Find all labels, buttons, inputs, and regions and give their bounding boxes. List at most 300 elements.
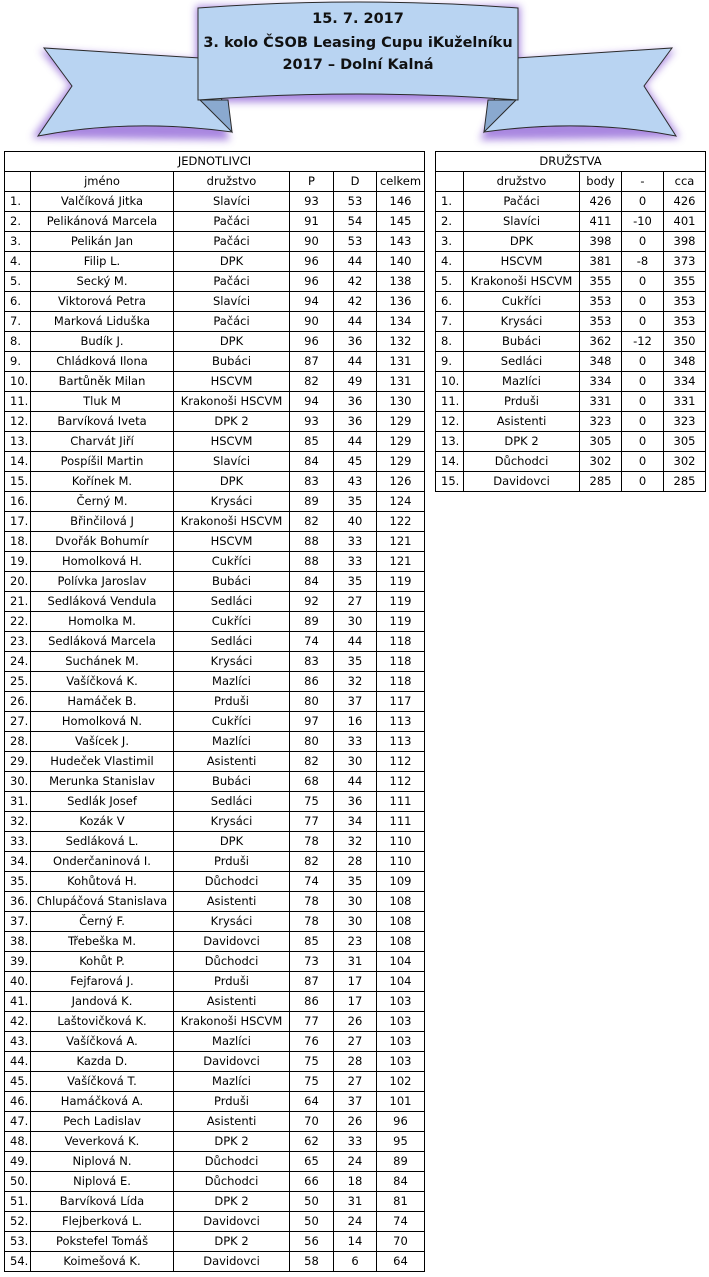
table-cell: 84 (290, 452, 334, 472)
table-cell: 6. (5, 292, 31, 312)
table-cell: 89 (290, 492, 334, 512)
table-cell: 11. (5, 392, 31, 412)
table-cell: 138 (377, 272, 425, 292)
table-cell: 62 (290, 1132, 334, 1152)
table-cell: 0 (622, 452, 664, 472)
table-cell: 302 (580, 452, 622, 472)
table-cell: HSCVM (174, 432, 290, 452)
table-cell: 31 (334, 1192, 377, 1212)
table-cell: 362 (580, 332, 622, 352)
table-cell: Dvořák Bohumír (31, 532, 174, 552)
table-cell: DPK (174, 332, 290, 352)
table-cell: 124 (377, 492, 425, 512)
table-row (5, 372, 425, 392)
table-cell: 0 (622, 272, 664, 292)
table-cell: 1. (436, 192, 464, 212)
table-cell: 305 (580, 432, 622, 452)
table-cell: 119 (377, 612, 425, 632)
table-cell: Marková Liduška (31, 312, 174, 332)
table-row (5, 652, 425, 672)
table-cell: 70 (377, 1232, 425, 1252)
table-row (436, 332, 706, 352)
table-cell: 44 (334, 252, 377, 272)
table-cell: 110 (377, 852, 425, 872)
table-cell: 29. (5, 752, 31, 772)
table-cell: HSCVM (174, 532, 290, 552)
table-cell: Mazlíci (174, 1072, 290, 1092)
table-cell: 30 (334, 612, 377, 632)
table-cell: 96 (290, 272, 334, 292)
table-row (5, 992, 425, 1012)
table-cell: Budík J. (31, 332, 174, 352)
table-cell: 134 (377, 312, 425, 332)
column-header: družstvo (464, 172, 580, 192)
table-cell: 53. (5, 1232, 31, 1252)
table-cell: Krakonoši HSCVM (174, 512, 290, 532)
table-row (5, 852, 425, 872)
table-cell: Bubáci (174, 352, 290, 372)
table-cell: 129 (377, 452, 425, 472)
table-cell: Vašíčková A. (31, 1032, 174, 1052)
table-cell: 74 (290, 872, 334, 892)
table-cell: 90 (290, 232, 334, 252)
table-cell: Asistenti (174, 892, 290, 912)
table-cell: 353 (664, 312, 706, 332)
table-row (5, 392, 425, 412)
table-cell: 44. (5, 1052, 31, 1072)
table-row (436, 452, 706, 472)
table-cell: 323 (580, 412, 622, 432)
table-cell: 117 (377, 692, 425, 712)
table-cell: 353 (580, 312, 622, 332)
table-cell: 25. (5, 672, 31, 692)
table-cell: 17 (334, 972, 377, 992)
table-cell: Charvát Jiří (31, 432, 174, 452)
table-cell: 6. (436, 292, 464, 312)
table-cell: 35 (334, 492, 377, 512)
table-row (5, 772, 425, 792)
table-cell: Vašíčková T. (31, 1072, 174, 1092)
table-cell: Hamáčková A. (31, 1092, 174, 1112)
table-cell: Onderčaninová I. (31, 852, 174, 872)
table-row (5, 292, 425, 312)
table-cell: 119 (377, 572, 425, 592)
table-cell: Davidovci (174, 1212, 290, 1232)
table-cell: Cukříci (174, 612, 290, 632)
table-cell: 146 (377, 192, 425, 212)
table-cell: 8. (5, 332, 31, 352)
column-header: D (334, 172, 377, 192)
table-row (5, 1012, 425, 1032)
table-cell: Krysáci (464, 312, 580, 332)
table-cell: Homolka M. (31, 612, 174, 632)
table-cell: Cukříci (174, 552, 290, 572)
table-cell: 22. (5, 612, 31, 632)
table-cell: 37. (5, 912, 31, 932)
table-cell: Jandová K. (31, 992, 174, 1012)
table-cell: 0 (622, 392, 664, 412)
table-cell: 49 (334, 372, 377, 392)
table-row (5, 1052, 425, 1072)
table-cell: 77 (290, 1012, 334, 1032)
table-cell: 24. (5, 652, 31, 672)
table-cell: 35 (334, 872, 377, 892)
table-cell: 36. (5, 892, 31, 912)
table-row (5, 632, 425, 652)
table-cell: 30 (334, 912, 377, 932)
table-row (436, 472, 706, 492)
table-cell: 53 (334, 232, 377, 252)
table-row (5, 472, 425, 492)
table-row (436, 432, 706, 452)
table-cell: 78 (290, 892, 334, 912)
table-cell: 14. (436, 452, 464, 472)
table-cell: 24 (334, 1152, 377, 1172)
table-cell: 75 (290, 1072, 334, 1092)
table-cell: Bubáci (174, 772, 290, 792)
table-row (5, 252, 425, 272)
table-cell: 31 (334, 952, 377, 972)
table-cell: 40. (5, 972, 31, 992)
table-row (5, 672, 425, 692)
table-cell: 136 (377, 292, 425, 312)
column-header (5, 172, 31, 192)
individuals-table (4, 151, 425, 1272)
table-cell: 26 (334, 1112, 377, 1132)
table-cell: DPK (464, 232, 580, 252)
table-row (5, 1172, 425, 1192)
table-cell: Sedláková Vendula (31, 592, 174, 612)
table-cell: Mazlíci (174, 672, 290, 692)
table-cell: 83 (290, 652, 334, 672)
table-cell: Pačáci (174, 232, 290, 252)
table-cell: 28 (334, 852, 377, 872)
table-row (5, 1192, 425, 1212)
table-cell: Kořínek M. (31, 472, 174, 492)
table-cell: Mazlíci (174, 732, 290, 752)
table-cell: 108 (377, 912, 425, 932)
event-date: 15. 7. 2017 (312, 11, 404, 27)
table-cell: DPK 2 (174, 1132, 290, 1152)
table-cell: 77 (290, 812, 334, 832)
table-cell: 30. (5, 772, 31, 792)
table-cell: 103 (377, 1052, 425, 1072)
table-cell: 426 (664, 192, 706, 212)
table-row (5, 412, 425, 432)
table-cell: 47. (5, 1112, 31, 1132)
table-cell: 54 (334, 212, 377, 232)
column-header: celkem (377, 172, 425, 192)
table-cell: Niplová N. (31, 1152, 174, 1172)
table-cell: Pačáci (174, 212, 290, 232)
table-cell: Pačáci (464, 192, 580, 212)
table-cell: Asistenti (174, 1112, 290, 1132)
table-cell: 355 (664, 272, 706, 292)
table-cell: 82 (290, 512, 334, 532)
table-cell: 27 (334, 1072, 377, 1092)
table-cell: 33 (334, 532, 377, 552)
table-cell: 45. (5, 1072, 31, 1092)
table-cell: Niplová E. (31, 1172, 174, 1192)
table-row (436, 392, 706, 412)
table-cell: 10. (5, 372, 31, 392)
table-cell: Cukříci (174, 712, 290, 732)
table-cell: 34 (334, 812, 377, 832)
table-cell: Kozák V (31, 812, 174, 832)
table-cell: Filip L. (31, 252, 174, 272)
table-cell: Polívka Jaroslav (31, 572, 174, 592)
table-row (5, 712, 425, 732)
table-cell: 110 (377, 832, 425, 852)
table-cell: 76 (290, 1032, 334, 1052)
table-row (5, 1032, 425, 1052)
table-cell: 34. (5, 852, 31, 872)
table-cell: Důchodci (174, 872, 290, 892)
table-cell: 7. (436, 312, 464, 332)
table-cell: 355 (580, 272, 622, 292)
table-cell: -12 (622, 332, 664, 352)
table-row (436, 312, 706, 332)
table-cell: 104 (377, 952, 425, 972)
table-cell: 32 (334, 672, 377, 692)
table-cell: 14 (334, 1232, 377, 1252)
table-cell: Vašícek J. (31, 732, 174, 752)
table-cell: Kohůtová H. (31, 872, 174, 892)
table-cell: Homolková N. (31, 712, 174, 732)
table-row (5, 692, 425, 712)
table-cell: 15. (436, 472, 464, 492)
table-cell: 14. (5, 452, 31, 472)
table-cell: 131 (377, 372, 425, 392)
table-row (436, 372, 706, 392)
table-cell: 103 (377, 1032, 425, 1052)
table-cell: 30 (334, 892, 377, 912)
table-cell: Prduši (174, 1092, 290, 1112)
table-cell: Chlupáčová Stanislava (31, 892, 174, 912)
table-row (5, 452, 425, 472)
event-title: 3. kolo ČSOB Leasing Cupu iKuželníku (203, 35, 513, 51)
table-cell: Slavíci (174, 452, 290, 472)
table-cell: 97 (290, 712, 334, 732)
table-cell: 381 (580, 252, 622, 272)
table-cell: 113 (377, 712, 425, 732)
table-cell: 0 (622, 472, 664, 492)
individuals-title: JEDNOTLIVCI (5, 152, 425, 172)
table-cell: 75 (290, 792, 334, 812)
column-header: P (290, 172, 334, 192)
table-cell: 10. (436, 372, 464, 392)
table-cell: 78 (290, 912, 334, 932)
table-cell: Homolková H. (31, 552, 174, 572)
table-cell: Pelikánová Marcela (31, 212, 174, 232)
table-cell: Bubáci (464, 332, 580, 352)
table-row (5, 312, 425, 332)
table-cell: 145 (377, 212, 425, 232)
table-cell: 112 (377, 772, 425, 792)
table-cell: 119 (377, 592, 425, 612)
table-cell: 94 (290, 292, 334, 312)
table-cell: DPK 2 (464, 432, 580, 452)
table-cell: 103 (377, 992, 425, 1012)
table-cell: 64 (290, 1092, 334, 1112)
table-cell: Asistenti (174, 752, 290, 772)
table-cell: 74 (377, 1212, 425, 1232)
table-row (5, 832, 425, 852)
table-cell: Břinčilová J (31, 512, 174, 532)
table-cell: Barvíková Lída (31, 1192, 174, 1212)
teams-header-row (436, 172, 706, 192)
table-cell: 51. (5, 1192, 31, 1212)
table-cell: 143 (377, 232, 425, 252)
table-row (5, 1232, 425, 1252)
table-cell: 33 (334, 1132, 377, 1152)
individuals-header-row (5, 172, 425, 192)
table-cell: 111 (377, 812, 425, 832)
table-cell: 37 (334, 692, 377, 712)
table-cell: 132 (377, 332, 425, 352)
table-cell: 31. (5, 792, 31, 812)
table-cell: 285 (580, 472, 622, 492)
table-cell: 305 (664, 432, 706, 452)
table-cell: Asistenti (464, 412, 580, 432)
table-cell: 2. (5, 212, 31, 232)
table-row (436, 272, 706, 292)
table-cell: Flejberková L. (31, 1212, 174, 1232)
table-cell: 11. (436, 392, 464, 412)
table-cell: 70 (290, 1112, 334, 1132)
table-cell: Hamáček B. (31, 692, 174, 712)
table-cell: 334 (580, 372, 622, 392)
table-cell: 12. (436, 412, 464, 432)
table-cell: Krysáci (174, 652, 290, 672)
teams-table (435, 151, 706, 492)
table-cell: 16. (5, 492, 31, 512)
table-row (5, 932, 425, 952)
table-cell: 93 (290, 192, 334, 212)
table-cell: Kazda D. (31, 1052, 174, 1072)
table-cell: 130 (377, 392, 425, 412)
table-row (5, 432, 425, 452)
table-row (5, 792, 425, 812)
table-cell: 426 (580, 192, 622, 212)
table-cell: 39. (5, 952, 31, 972)
table-cell: 398 (580, 232, 622, 252)
table-cell: 373 (664, 252, 706, 272)
table-cell: 36 (334, 412, 377, 432)
teams-title-row (436, 152, 706, 172)
table-cell: DPK (174, 832, 290, 852)
table-cell: 78 (290, 832, 334, 852)
table-cell: Třebeška M. (31, 932, 174, 952)
table-row (5, 352, 425, 372)
table-cell: Bartůněk Milan (31, 372, 174, 392)
table-cell: HSCVM (174, 372, 290, 392)
table-cell: Veverková K. (31, 1132, 174, 1152)
table-cell: 1. (5, 192, 31, 212)
table-cell: Pačáci (174, 312, 290, 332)
table-row (5, 232, 425, 252)
table-row (436, 352, 706, 372)
table-cell: HSCVM (464, 252, 580, 272)
table-cell: 28. (5, 732, 31, 752)
table-cell: Merunka Stanislav (31, 772, 174, 792)
table-row (5, 752, 425, 772)
table-cell: DPK 2 (174, 1192, 290, 1212)
table-cell: 15. (5, 472, 31, 492)
table-cell: DPK 2 (174, 1232, 290, 1252)
table-cell: 4. (5, 252, 31, 272)
table-cell: 109 (377, 872, 425, 892)
table-cell: Černý F. (31, 912, 174, 932)
table-cell: Mazlíci (464, 372, 580, 392)
table-cell: 331 (664, 392, 706, 412)
table-cell: Důchodci (464, 452, 580, 472)
table-cell: 92 (290, 592, 334, 612)
table-cell: 140 (377, 252, 425, 272)
table-cell: 285 (664, 472, 706, 492)
table-cell: DPK 2 (174, 412, 290, 432)
table-cell: 32. (5, 812, 31, 832)
table-cell: Valčíková Jitka (31, 192, 174, 212)
table-cell: 80 (290, 732, 334, 752)
table-row (5, 812, 425, 832)
table-cell: 88 (290, 552, 334, 572)
table-cell: 331 (580, 392, 622, 412)
table-cell: 64 (377, 1252, 425, 1272)
table-cell: Koimešová K. (31, 1252, 174, 1272)
table-cell: 82 (290, 372, 334, 392)
table-cell: 353 (580, 292, 622, 312)
table-row (5, 272, 425, 292)
table-cell: 9. (436, 352, 464, 372)
table-cell: 104 (377, 972, 425, 992)
table-cell: 27 (334, 1032, 377, 1052)
table-cell: 44 (334, 352, 377, 372)
table-cell: 86 (290, 672, 334, 692)
table-cell: Prduši (174, 852, 290, 872)
table-cell: 66 (290, 1172, 334, 1192)
table-cell: 0 (622, 312, 664, 332)
table-cell: 58 (290, 1252, 334, 1272)
table-row (436, 292, 706, 312)
table-cell: DPK (174, 252, 290, 272)
table-cell: 44 (334, 312, 377, 332)
table-row (5, 572, 425, 592)
table-row (436, 412, 706, 432)
table-row (5, 972, 425, 992)
table-cell: Sedláci (174, 592, 290, 612)
table-cell: 96 (290, 332, 334, 352)
teams-title: DRUŽSTVA (436, 152, 706, 172)
table-cell: 33 (334, 732, 377, 752)
table-cell: 87 (290, 352, 334, 372)
table-cell: 84 (290, 572, 334, 592)
column-header: jméno (31, 172, 174, 192)
table-row (5, 592, 425, 612)
table-cell: 118 (377, 652, 425, 672)
table-cell: 44 (334, 632, 377, 652)
table-cell: Pospíšil Martin (31, 452, 174, 472)
table-cell: 118 (377, 672, 425, 692)
table-cell: -10 (622, 212, 664, 232)
table-cell: Tluk M (31, 392, 174, 412)
table-cell: 28 (334, 1052, 377, 1072)
table-cell: 108 (377, 932, 425, 952)
table-row (436, 192, 706, 212)
table-cell: Prduši (174, 972, 290, 992)
table-cell: 401 (664, 212, 706, 232)
table-cell: 73 (290, 952, 334, 972)
